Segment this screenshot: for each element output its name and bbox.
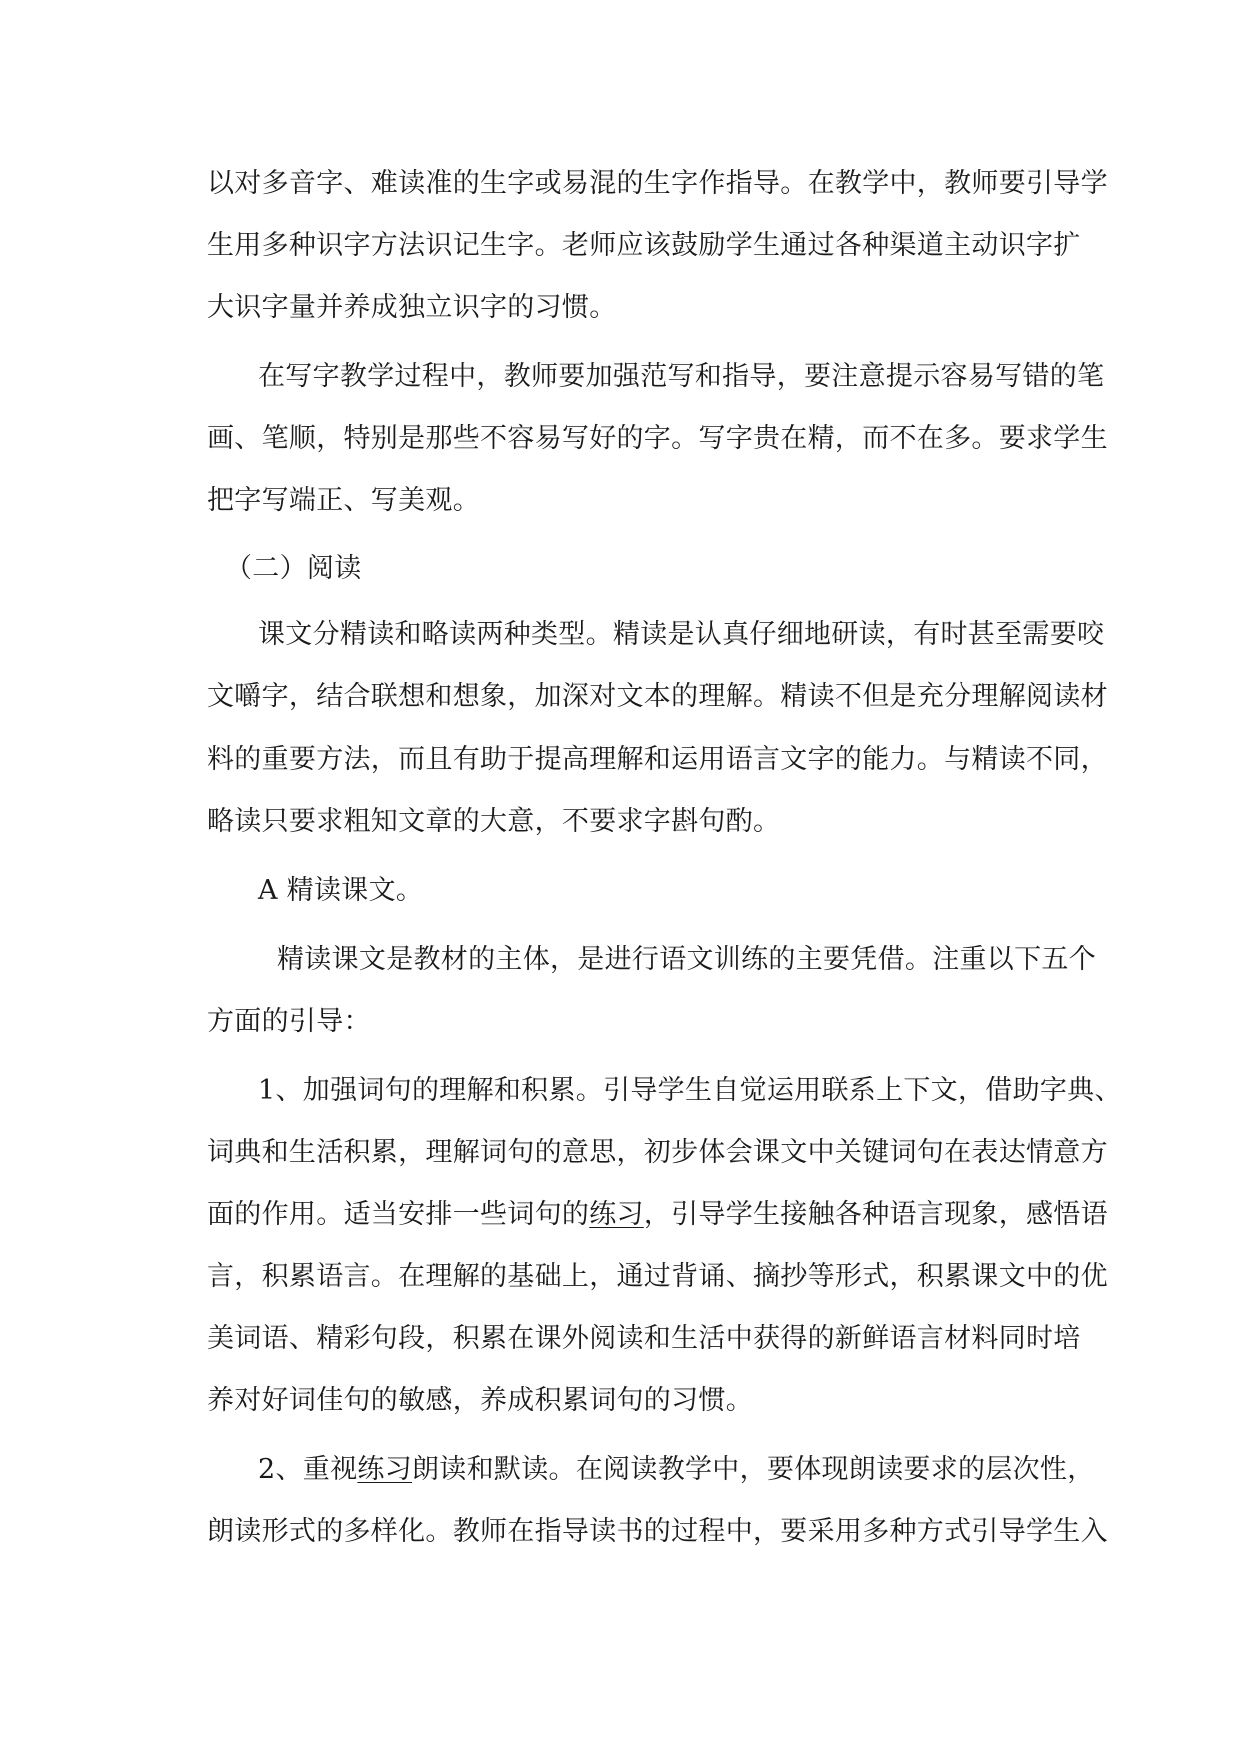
text-segment: 面的作用。适当安排一些词句的 xyxy=(207,1199,590,1230)
text-line: 略读只要求粗知文章的大意，不要求字斟句酌。 xyxy=(207,806,781,837)
text-line: 美词语、精彩句段，积累在课外阅读和生活中获得的新鲜语言材料同时培 xyxy=(207,1323,1081,1354)
paragraph-start-line: 在写字教学过程中，教师要加强范写和指导，要注意提示容易写错的笔 xyxy=(258,361,1105,392)
text-segment: 朗读和默读。在阅读教学中，要体现朗读要求的层次性， xyxy=(412,1454,1095,1485)
text-line: 言，积累语言。在理解的基础上，通过背诵、摘抄等形式，积累课文中的优 xyxy=(207,1261,1108,1292)
text-line: 朗读形式的多样化。教师在指导读书的过程中，要采用多种方式引导学生入 xyxy=(207,1516,1108,1547)
underlined-word: 练习 xyxy=(589,1199,644,1230)
paragraph-start-line: 1、加强词句的理解和积累。引导学生自觉运用联系上下文，借助字典、 xyxy=(258,1075,1122,1106)
text-segment: ，引导学生接触各种语言现象，感悟语 xyxy=(643,1199,1108,1230)
text-line: 画、笔顺，特别是那些不容易写好的字。写字贵在精，而不在多。要求学生 xyxy=(207,423,1108,454)
text-line: 以对多音字、难读准的生字或易混的生字作指导。在教学中，教师要引导学 xyxy=(207,168,1108,199)
underlined-word: 练习 xyxy=(357,1454,412,1485)
paragraph-start-line-with-underline xyxy=(258,1450,1118,1490)
text-line: 大识字量并养成独立识字的习惯。 xyxy=(207,292,617,323)
text-line: 词典和生活积累，理解词句的意思，初步体会课文中关键词句在表达情意方 xyxy=(207,1137,1108,1168)
text-line: 养对好词佳句的敏感，养成积累词句的习惯。 xyxy=(207,1385,753,1416)
section-heading: （二）阅读 xyxy=(225,553,362,584)
paragraph-start-line: 课文分精读和略读两种类型。精读是认真仔细地研读，有时甚至需要咬 xyxy=(258,619,1105,650)
text-line: 把字写端正、写美观。 xyxy=(207,485,480,516)
text-line: 生用多种识字方法识记生字。老师应该鼓励学生通过各种渠道主动识字扩 xyxy=(207,230,1081,261)
subsection-heading: A 精读课文。 xyxy=(258,875,424,906)
paragraph-start-line: 精读课文是教材的主体，是进行语文训练的主要凭借。注重以下五个 xyxy=(277,944,1096,975)
text-line: 文嚼字，结合联想和想象，加深对文本的理解。精读不但是充分理解阅读材 xyxy=(207,681,1108,712)
text-line: 方面的引导： xyxy=(207,1006,371,1037)
text-line: 料的重要方法，而且有助于提高理解和运用语言文字的能力。与精读不同， xyxy=(207,744,1108,775)
text-line-with-underline xyxy=(207,1195,1108,1235)
text-segment: 2、重视 xyxy=(258,1454,358,1485)
